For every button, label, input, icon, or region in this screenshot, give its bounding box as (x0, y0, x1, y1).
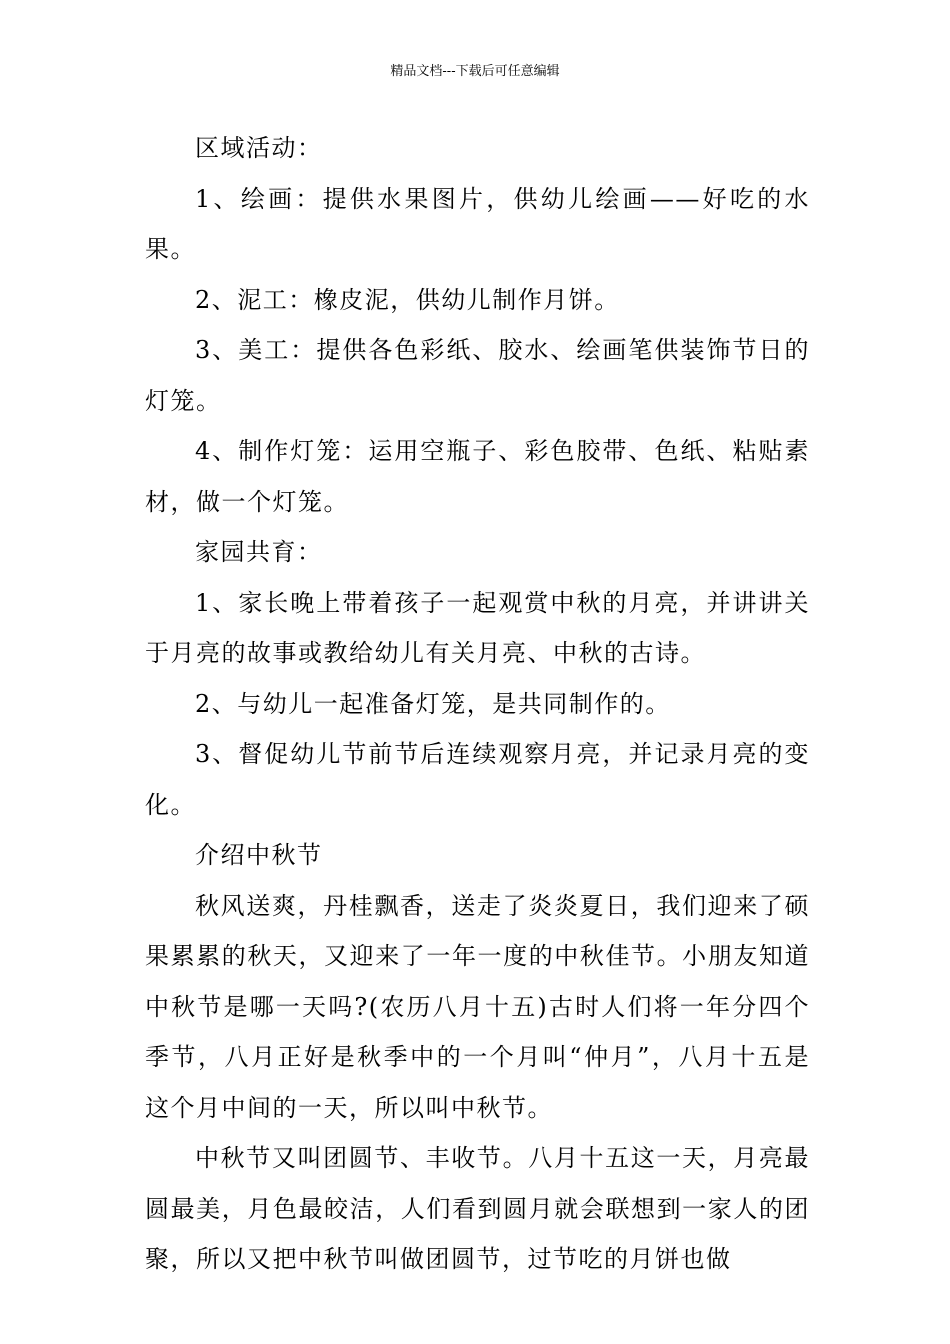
page-header: 精品文档---下载后可任意编辑 (390, 64, 560, 79)
paragraph-intro: 秋风送爽，丹桂飘香，送走了炎炎夏日，我们迎来了硕果累累的秋天，又迎来了一年一度的中秋佳节。小朋友知道中秋节是哪一天吗?(农历八月十五)古时人们将一年分四个季节，八月正好是秋季中的一个月叫“仲月”，八月十五是这个月中间的一天，所以叫中秋节。 (145, 891, 810, 1122)
list-item-painting: 1、绘画：提供水果图片，供幼儿绘画——好吃的水果。 (145, 184, 810, 263)
document-body (145, 123, 810, 1285)
paragraph-reunion: 中秋节又叫团圆节、丰收节。八月十五这一天，月亮最圆最美，月色最皎洁，人们看到圆月就会联想到一家人的团聚，所以又把中秋节叫做团圆节，过节吃的月饼也做 (145, 1144, 810, 1273)
list-item-observe-moon: 3、督促幼儿节前节后连续观察月亮，并记录月亮的变化。 (145, 740, 810, 819)
section-heading-home-school: 家园共育： (195, 538, 323, 566)
list-item-clay: 2、泥工：橡皮泥，供幼儿制作月饼。 (195, 285, 620, 314)
list-item-art: 3、美工：提供各色彩纸、胶水、绘画笔供装饰节日的灯笼。 (145, 336, 810, 415)
section-heading-mid-autumn-intro: 介绍中秋节 (195, 841, 323, 869)
section-heading-area-activities: 区域活动： (195, 134, 323, 162)
list-item-prepare-lantern: 2、与幼儿一起准备灯笼，是共同制作的。 (195, 689, 671, 718)
list-item-lantern-making: 4、制作灯笼：运用空瓶子、彩色胶带、色纸、粘贴素材，做一个灯笼。 (145, 437, 810, 516)
list-item-moon-watching: 1、家长晚上带着孩子一起观赏中秋的月亮，并讲讲关于月亮的故事或教给幼儿有关月亮、中秋的古诗。 (145, 588, 810, 667)
